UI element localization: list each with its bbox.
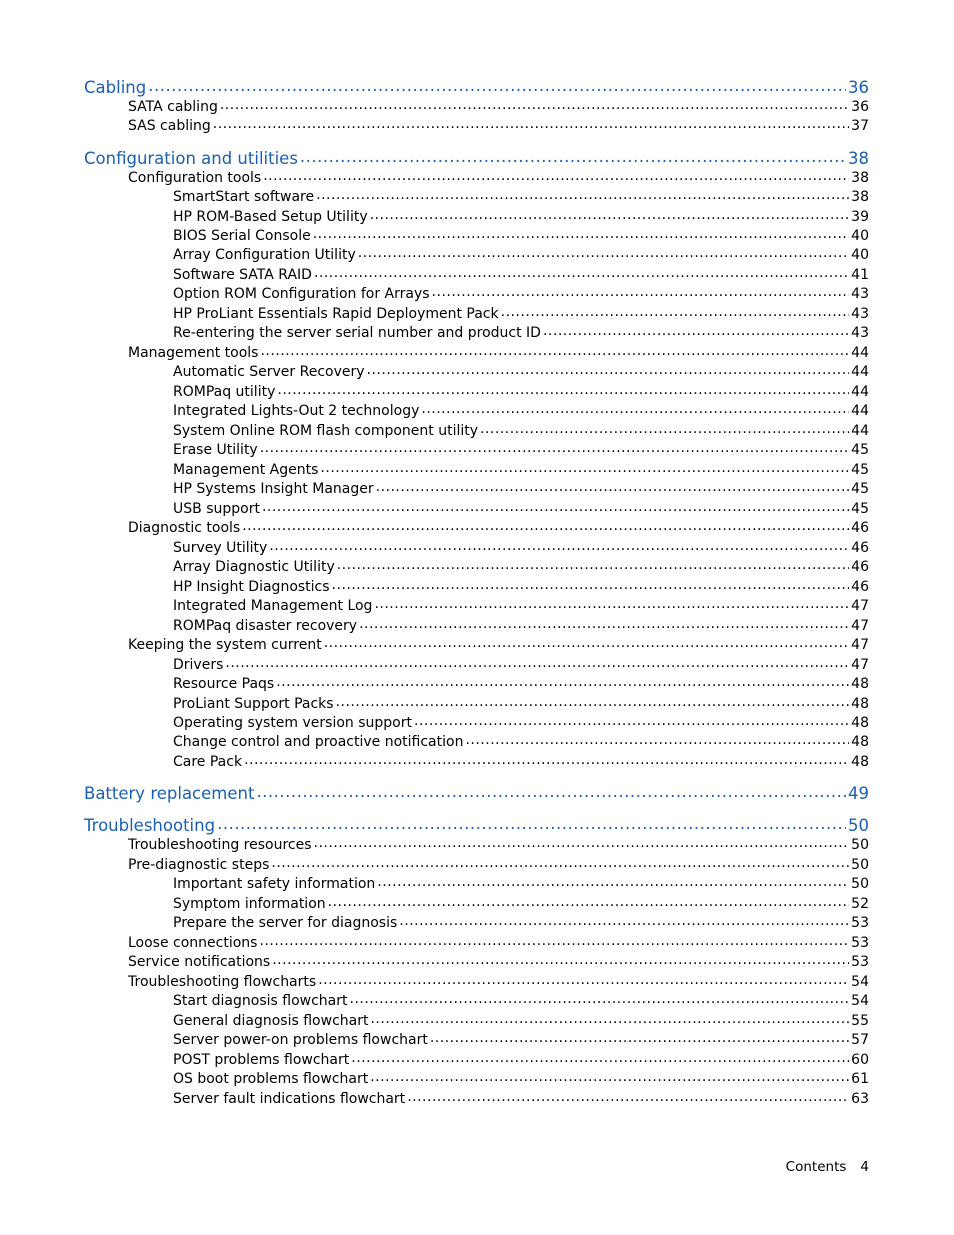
toc-entry[interactable] bbox=[173, 364, 869, 380]
dot-leader bbox=[370, 209, 850, 223]
toc-entry[interactable] bbox=[173, 598, 869, 614]
toc-entry-title: ROMPaq utility bbox=[173, 384, 276, 400]
toc-entry-title: Integrated Management Log bbox=[173, 598, 373, 614]
toc-chapter-entry[interactable] bbox=[84, 78, 869, 97]
dot-leader bbox=[377, 876, 849, 890]
toc-entry-page: 38 bbox=[851, 189, 869, 205]
toc-entry[interactable] bbox=[173, 1071, 869, 1087]
toc-entry[interactable] bbox=[173, 247, 869, 263]
toc-entry-title: Battery replacement bbox=[84, 784, 255, 803]
dot-leader bbox=[414, 715, 849, 729]
toc-entry-title: HP Systems Insight Manager bbox=[173, 481, 374, 497]
toc-entry-page: 45 bbox=[851, 501, 869, 517]
dot-leader bbox=[256, 784, 846, 801]
toc-entry-title: Change control and proactive notification bbox=[173, 734, 464, 750]
toc-entry[interactable] bbox=[173, 559, 869, 575]
dot-leader bbox=[314, 837, 850, 851]
toc-entry-page: 38 bbox=[848, 149, 869, 168]
toc-entry-title: Automatic Server Recovery bbox=[173, 364, 365, 380]
dot-leader bbox=[370, 1013, 849, 1027]
toc-entry-page: 60 bbox=[851, 1052, 869, 1068]
toc-entry-title: Server fault indications flowchart bbox=[173, 1091, 406, 1107]
toc-entry[interactable] bbox=[173, 915, 869, 931]
dot-leader bbox=[367, 364, 850, 378]
toc-entry[interactable] bbox=[173, 754, 869, 770]
toc-chapter-entry[interactable] bbox=[84, 816, 869, 835]
dot-leader bbox=[259, 935, 849, 949]
dot-leader bbox=[271, 857, 849, 871]
toc-entry[interactable] bbox=[128, 345, 869, 361]
toc-entry[interactable] bbox=[128, 935, 869, 951]
toc-entry[interactable] bbox=[173, 403, 869, 419]
toc-entry[interactable] bbox=[173, 462, 869, 478]
toc-entry[interactable] bbox=[173, 993, 869, 1009]
toc-entry-title: Management tools bbox=[128, 345, 259, 361]
toc-entry-title: SAS cabling bbox=[128, 118, 211, 134]
toc-entry-title: Management Agents bbox=[173, 462, 319, 478]
dot-leader bbox=[376, 481, 850, 495]
toc-entry-title: Care Pack bbox=[173, 754, 243, 770]
toc-entry-title: Array Diagnostic Utility bbox=[173, 559, 335, 575]
toc-entry-title: USB support bbox=[173, 501, 260, 517]
dot-leader bbox=[313, 228, 849, 242]
dot-leader bbox=[480, 423, 849, 437]
toc-entry-title: Important safety information bbox=[173, 876, 376, 892]
toc-entry[interactable] bbox=[173, 209, 869, 225]
footer-page-number: 4 bbox=[860, 1159, 869, 1175]
toc-entry-page: 46 bbox=[851, 559, 869, 575]
toc-entry-page: 50 bbox=[851, 876, 869, 892]
toc-entry[interactable] bbox=[173, 618, 869, 634]
toc-entry-title: ProLiant Support Packs bbox=[173, 696, 334, 712]
toc-entry-title: Drivers bbox=[173, 657, 224, 673]
toc-entry-page: 39 bbox=[851, 209, 869, 225]
toc-entry-title: Erase Utility bbox=[173, 442, 258, 458]
toc-entry[interactable] bbox=[173, 442, 869, 458]
toc-entry-page: 45 bbox=[851, 481, 869, 497]
toc-entry-page: 55 bbox=[851, 1013, 869, 1029]
toc-entry-title: SATA cabling bbox=[128, 99, 218, 115]
footer-label: Contents bbox=[785, 1159, 847, 1175]
toc-entry[interactable] bbox=[173, 1052, 869, 1068]
dot-leader bbox=[332, 579, 850, 593]
toc-entry-page: 48 bbox=[851, 676, 869, 692]
toc-entry-title: POST problems flowchart bbox=[173, 1052, 350, 1068]
toc-entry-page: 40 bbox=[851, 247, 869, 263]
dot-leader bbox=[220, 99, 849, 113]
toc-entry[interactable] bbox=[173, 715, 869, 731]
toc-entry[interactable] bbox=[173, 423, 869, 439]
toc-entry-page: 48 bbox=[851, 715, 869, 731]
dot-leader bbox=[225, 657, 849, 671]
dot-leader bbox=[432, 286, 850, 300]
dot-leader bbox=[272, 954, 849, 968]
dot-leader bbox=[148, 78, 846, 95]
toc-entry-page: 47 bbox=[851, 618, 869, 634]
toc-entry-page: 50 bbox=[848, 816, 869, 835]
toc-entry-title: SmartStart software bbox=[173, 189, 315, 205]
toc-entry-page: 49 bbox=[848, 784, 869, 803]
dot-leader bbox=[351, 1052, 849, 1066]
toc-entry[interactable] bbox=[173, 1013, 869, 1029]
toc-entry-page: 50 bbox=[851, 857, 869, 873]
toc-entry-page: 44 bbox=[851, 403, 869, 419]
toc-entry[interactable] bbox=[173, 876, 869, 892]
dot-leader bbox=[260, 345, 849, 359]
toc-entry[interactable] bbox=[128, 954, 869, 970]
toc-entry-page: 48 bbox=[851, 734, 869, 750]
toc-entry-page: 36 bbox=[848, 78, 869, 97]
toc-entry[interactable] bbox=[173, 696, 869, 712]
toc-entry-page: 48 bbox=[851, 754, 869, 770]
toc-entry-page: 52 bbox=[851, 896, 869, 912]
dot-leader bbox=[324, 637, 849, 651]
toc-entry-title: Survey Utility bbox=[173, 540, 268, 556]
dot-leader bbox=[320, 462, 849, 476]
dot-leader bbox=[300, 149, 846, 166]
toc-entry-page: 37 bbox=[851, 118, 869, 134]
dot-leader bbox=[407, 1091, 849, 1105]
toc-entry-page: 44 bbox=[851, 364, 869, 380]
toc-entry-title: BIOS Serial Console bbox=[173, 228, 311, 244]
toc-entry-page: 46 bbox=[851, 520, 869, 536]
toc-entry-page: 53 bbox=[851, 954, 869, 970]
toc-entry-page: 43 bbox=[851, 286, 869, 302]
toc-entry-page: 44 bbox=[851, 345, 869, 361]
toc-entry-title: Service notifications bbox=[128, 954, 271, 970]
dot-leader bbox=[269, 540, 849, 554]
toc-entry-title: Array Configuration Utility bbox=[173, 247, 356, 263]
toc-entry[interactable] bbox=[173, 306, 869, 322]
toc-entry-title: Server power-on problems flowchart bbox=[173, 1032, 428, 1048]
toc-entry-page: 48 bbox=[851, 696, 869, 712]
dot-leader bbox=[421, 403, 849, 417]
toc-entry[interactable] bbox=[173, 189, 869, 205]
dot-leader bbox=[374, 598, 849, 612]
dot-leader bbox=[276, 676, 849, 690]
toc-entry[interactable] bbox=[173, 481, 869, 497]
toc-entry-title: HP ProLiant Essentials Rapid Deployment Pack bbox=[173, 306, 499, 322]
toc-entry-title: HP Insight Diagnostics bbox=[173, 579, 330, 595]
dot-leader bbox=[399, 915, 849, 929]
toc-entry-page: 46 bbox=[851, 579, 869, 595]
dot-leader bbox=[501, 306, 850, 320]
toc-entry-title: HP ROM-Based Setup Utility bbox=[173, 209, 368, 225]
toc-entry-title: Configuration tools bbox=[128, 170, 262, 186]
toc-entry-page: 63 bbox=[851, 1091, 869, 1107]
toc-entry-title: Pre-diagnostic steps bbox=[128, 857, 270, 873]
dot-leader bbox=[263, 170, 849, 184]
toc-entry-page: 53 bbox=[851, 935, 869, 951]
toc-entry-title: Keeping the system current bbox=[128, 637, 322, 653]
toc-entry-title: Resource Paqs bbox=[173, 676, 275, 692]
toc-entry[interactable] bbox=[173, 540, 869, 556]
toc-entry-title: Cabling bbox=[84, 78, 147, 97]
dot-leader bbox=[277, 384, 849, 398]
toc-entry-page: 36 bbox=[851, 99, 869, 115]
toc-entry-page: 45 bbox=[851, 442, 869, 458]
dot-leader bbox=[244, 754, 849, 768]
toc-entry-page: 53 bbox=[851, 915, 869, 931]
dot-leader bbox=[430, 1032, 849, 1046]
toc-entry[interactable] bbox=[173, 501, 869, 517]
toc-entry-page: 47 bbox=[851, 598, 869, 614]
dot-leader bbox=[260, 442, 849, 456]
toc-entry-title: Troubleshooting flowcharts bbox=[128, 974, 317, 990]
toc-entry-page: 43 bbox=[851, 306, 869, 322]
dot-leader bbox=[242, 520, 849, 534]
dot-leader bbox=[336, 696, 850, 710]
toc-entry-page: 54 bbox=[851, 993, 869, 1009]
toc-entry-title: Option ROM Configuration for Arrays bbox=[173, 286, 430, 302]
toc-entry-page: 46 bbox=[851, 540, 869, 556]
toc-entry-page: 47 bbox=[851, 637, 869, 653]
toc-entry[interactable] bbox=[173, 1032, 869, 1048]
dot-leader bbox=[350, 993, 850, 1007]
toc-entry-page: 45 bbox=[851, 462, 869, 478]
toc-entry-title: ROMPaq disaster recovery bbox=[173, 618, 358, 634]
dot-leader bbox=[262, 501, 849, 515]
toc-entry-title: Operating system version support bbox=[173, 715, 412, 731]
dot-leader bbox=[359, 618, 849, 632]
dot-leader bbox=[213, 118, 849, 132]
toc-entry[interactable] bbox=[173, 325, 869, 341]
toc-entry-page: 43 bbox=[851, 325, 869, 341]
toc-entry-page: 38 bbox=[851, 170, 869, 186]
toc-entry[interactable] bbox=[173, 228, 869, 244]
toc-entry-title: Integrated Lights-Out 2 technology bbox=[173, 403, 420, 419]
toc-entry-title: Loose connections bbox=[128, 935, 258, 951]
toc-chapter-entry[interactable] bbox=[84, 149, 869, 168]
toc-entry-page: 50 bbox=[851, 837, 869, 853]
toc-entry-page: 54 bbox=[851, 974, 869, 990]
dot-leader bbox=[316, 189, 849, 203]
toc-entry-title: Troubleshooting resources bbox=[128, 837, 312, 853]
toc-entry-page: 44 bbox=[851, 423, 869, 439]
dot-leader bbox=[465, 734, 849, 748]
toc-entry[interactable] bbox=[173, 734, 869, 750]
toc-entry-title: Troubleshooting bbox=[84, 816, 216, 835]
toc-entry-title: Re-entering the server serial number and product ID bbox=[173, 325, 541, 341]
toc-entry[interactable] bbox=[173, 384, 869, 400]
page-footer bbox=[786, 1159, 869, 1175]
dot-leader bbox=[318, 974, 849, 988]
dot-leader bbox=[314, 267, 849, 281]
toc-entry[interactable] bbox=[128, 118, 869, 134]
toc-entry-page: 44 bbox=[851, 384, 869, 400]
toc-entry[interactable] bbox=[173, 579, 869, 595]
toc-entry[interactable] bbox=[128, 637, 869, 653]
toc-entry-title: OS boot problems flowchart bbox=[173, 1071, 369, 1087]
toc-entry-page: 61 bbox=[851, 1071, 869, 1087]
toc-entry[interactable] bbox=[128, 170, 869, 186]
toc-entry-page: 40 bbox=[851, 228, 869, 244]
toc-chapter-entry[interactable] bbox=[84, 784, 869, 803]
toc-entry[interactable] bbox=[128, 857, 869, 873]
toc-entry[interactable] bbox=[173, 1091, 869, 1107]
toc-entry[interactable] bbox=[173, 267, 869, 283]
toc-entry[interactable] bbox=[128, 974, 869, 990]
toc-entry-title: Prepare the server for diagnosis bbox=[173, 915, 398, 931]
toc-entry-page: 57 bbox=[851, 1032, 869, 1048]
toc-entry-page: 41 bbox=[851, 267, 869, 283]
toc-entry[interactable] bbox=[173, 657, 869, 673]
toc-entry[interactable] bbox=[173, 896, 869, 912]
toc-entry-title: Configuration and utilities bbox=[84, 149, 298, 168]
dot-leader bbox=[217, 816, 846, 833]
dot-leader bbox=[337, 559, 849, 573]
toc-entry[interactable] bbox=[128, 520, 869, 536]
toc-entry[interactable] bbox=[128, 837, 869, 853]
toc-entry-title: General diagnosis flowchart bbox=[173, 1013, 369, 1029]
dot-leader bbox=[358, 247, 849, 261]
toc-entry[interactable] bbox=[128, 99, 869, 115]
toc-entry-page: 47 bbox=[851, 657, 869, 673]
dot-leader bbox=[543, 325, 849, 339]
dot-leader bbox=[370, 1071, 849, 1085]
toc-entry-title: Start diagnosis flowchart bbox=[173, 993, 348, 1009]
toc-entry-title: Software SATA RAID bbox=[173, 267, 312, 283]
dot-leader bbox=[328, 896, 850, 910]
toc-entry-title: Diagnostic tools bbox=[128, 520, 241, 536]
toc-entry[interactable] bbox=[173, 676, 869, 692]
toc-entry-title: System Online ROM flash component utility bbox=[173, 423, 479, 439]
toc-entry-title: Symptom information bbox=[173, 896, 326, 912]
toc-entry[interactable] bbox=[173, 286, 869, 302]
